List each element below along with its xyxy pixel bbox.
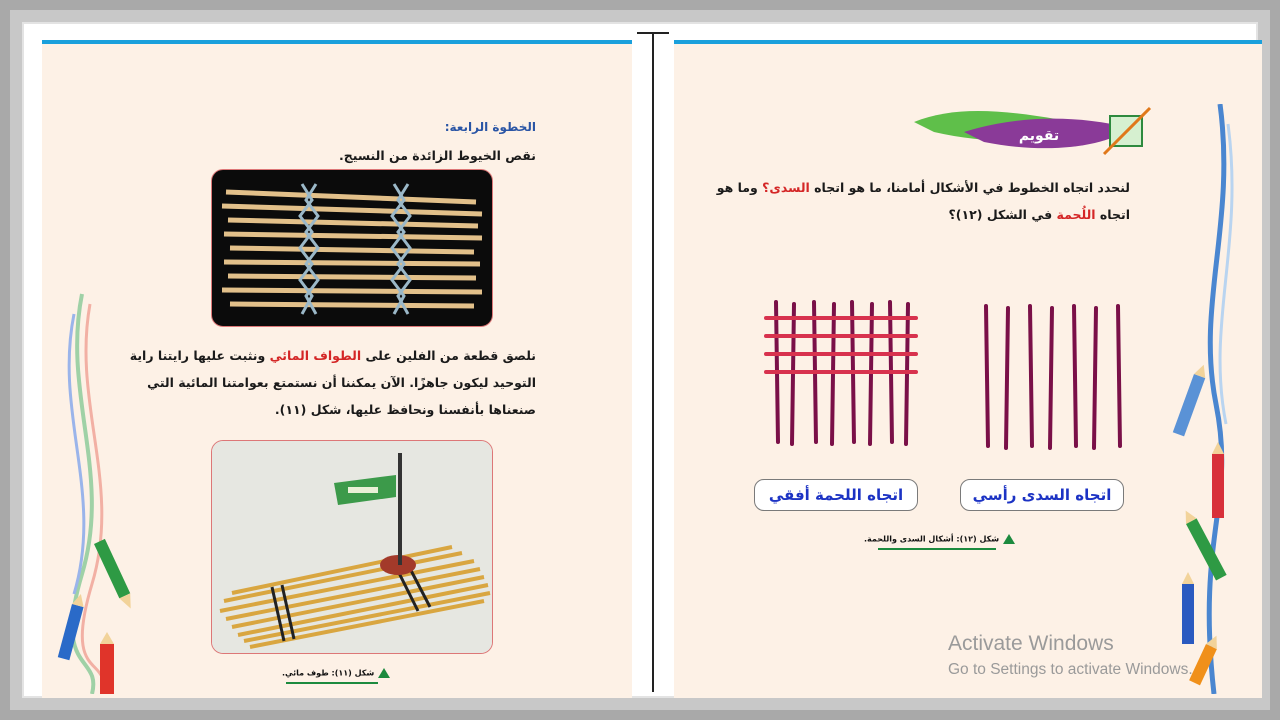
book-spine-cap <box>637 32 669 34</box>
question-part-5: في الشكل (١٢)؟ <box>948 207 1057 222</box>
paragraph-highlight: الطواف المائي <box>269 348 362 363</box>
paragraph-part-3: ونثبت عليها رايتنا راية التوحيد ليكون جاهزًا. الآن يمكننا أن نستمتع بعوامتنا المائية التي صنعناها بأنفسنا ونحافظ عليها، شكل (١١). <box>129 348 536 417</box>
right-ribbons-crayons-decoration <box>1166 104 1256 694</box>
question-part-3: وما هو اتجاه <box>716 180 1130 222</box>
step-heading: الخطوة الرابعة: <box>444 120 536 134</box>
figure-11-caption <box>282 668 390 678</box>
figure-12-caption-text: شكل (١٢): أشكال السدى واللحمة. <box>864 534 1000 544</box>
left-ribbons-crayons-decoration <box>42 274 132 694</box>
question-warp-highlight: السدى؟ <box>762 180 810 195</box>
question-text <box>700 174 1130 228</box>
caption-underline <box>286 682 378 684</box>
raft-photo <box>211 440 493 654</box>
weft-warp-diagram <box>760 296 920 456</box>
viewer-frame <box>10 10 1270 710</box>
figure-12-caption <box>864 534 1015 544</box>
activate-windows-title: Activate Windows <box>948 632 1114 655</box>
woven-sticks-photo <box>211 169 493 327</box>
question-part-1: لنحدد اتجاه الخطوط في الأشكال أمامنا، ما هو اتجاه <box>809 180 1130 195</box>
paragraph-part-1: نلصق قطعة من الفلين على <box>361 348 536 363</box>
right-page-top-rule <box>674 40 1262 44</box>
warp-diagram <box>974 302 1134 462</box>
step-text: نقص الخيوط الزائدة من النسيج. <box>338 148 536 163</box>
left-page-top-rule <box>42 40 632 44</box>
weft-direction-label: اتجاه اللحمة أفقي <box>754 479 918 511</box>
question-weft-highlight: اللُحمة <box>1056 207 1096 222</box>
book-spine <box>652 32 654 692</box>
caption-triangle-icon-2 <box>1003 534 1015 544</box>
warp-direction-label: اتجاه السدى رأسي <box>960 479 1124 511</box>
figure-11-caption-text: شكل (١١): طوف مائي. <box>282 668 375 678</box>
caption-underline-2 <box>878 548 996 550</box>
caption-triangle-icon <box>378 668 390 678</box>
raft-paragraph <box>96 342 536 423</box>
evaluation-banner-label: تقويم <box>1018 128 1060 144</box>
activate-windows-subtitle[interactable]: Go to Settings to activate Windows. <box>948 661 1193 678</box>
book-spread <box>22 22 1258 698</box>
